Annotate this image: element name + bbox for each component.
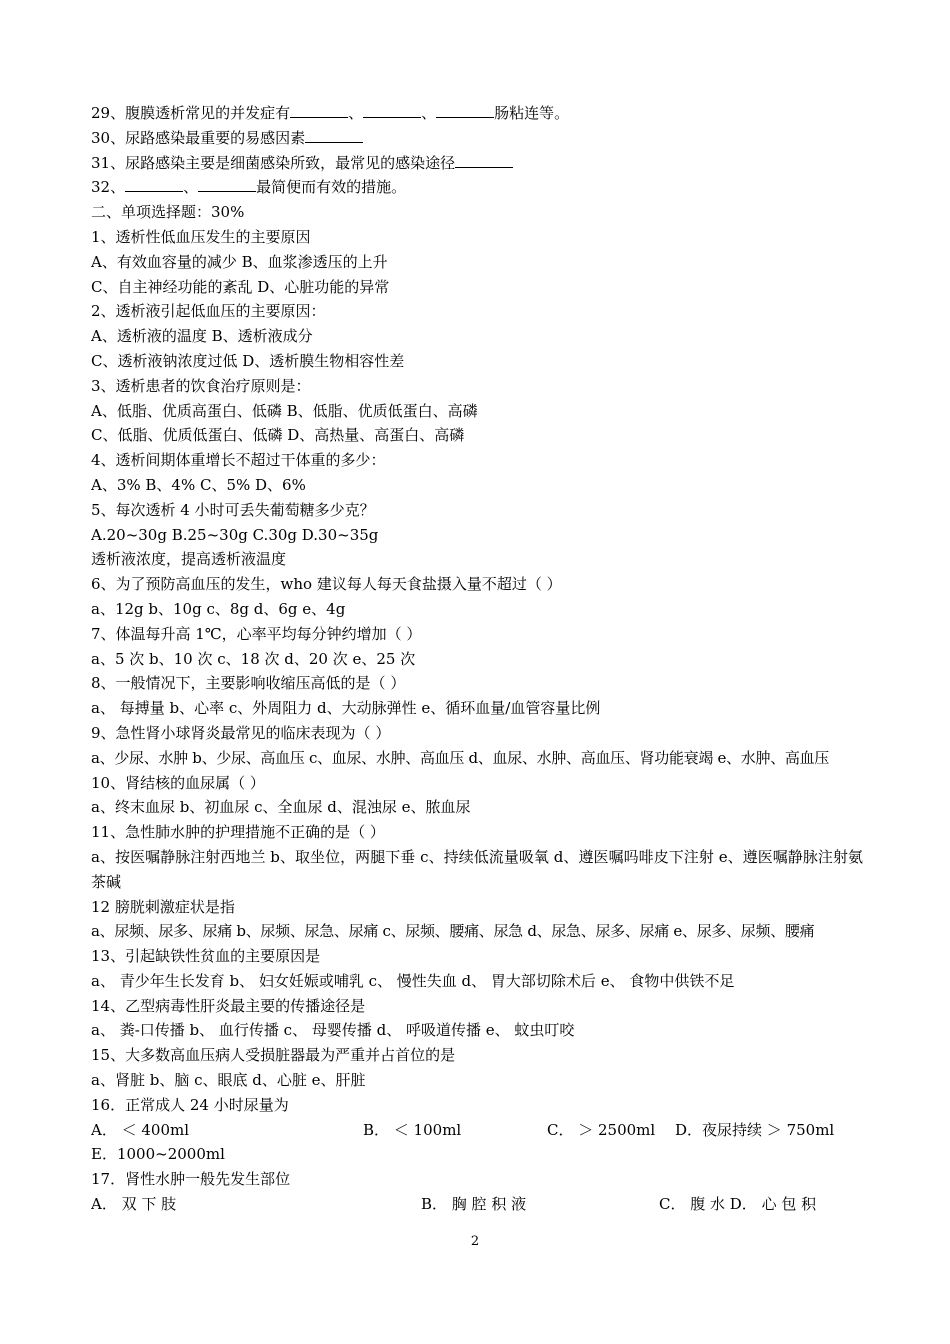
text-line: 7、体温每升高 1℃，心率平均每分钟约增加（ ） <box>91 624 422 643</box>
document-body <box>91 101 863 1217</box>
text-line: a、终末血尿 b、初血尿 c、全血尿 d、混浊尿 e、脓血尿 <box>91 798 471 817</box>
option: A． ＜ 400ml <box>91 1120 190 1139</box>
option: B． ＜ 100ml <box>363 1120 462 1139</box>
answer-blank[interactable] <box>455 153 513 168</box>
text-line: C、自主神经功能的紊乱 D、心脏功能的异常 <box>91 277 390 296</box>
text-line: 17．肾性水肿一般先发生部位 <box>91 1170 291 1189</box>
text-line: 16．正常成人 24 小时尿量为 <box>91 1095 289 1114</box>
option: C． 腹 水 D． 心 包 积 <box>659 1195 817 1214</box>
q16-options <box>91 1118 863 1143</box>
text-line: 9、急性肾小球肾炎最常见的临床表现为（ ） <box>91 723 391 742</box>
answer-blank[interactable] <box>436 103 494 118</box>
text-line: C、低脂、优质低蛋白、低磷 D、高热量、高蛋白、高磷 <box>91 426 465 445</box>
text-line: 8、一般情况下，主要影响收缩压高低的是（ ） <box>91 674 406 693</box>
option: C． ＞ 2500ml <box>547 1120 656 1139</box>
answer-blank[interactable] <box>305 128 363 143</box>
option: B． 胸 腔 积 液 <box>421 1195 527 1214</box>
text-line: 13、引起缺铁性贫血的主要原因是 <box>91 947 321 966</box>
text-line: 11、急性肺水肿的护理措施不正确的是（ ） <box>91 823 385 842</box>
page-number: 2 <box>470 1234 480 1249</box>
question-30: 30、尿路感染最重要的易感因素 <box>91 126 863 151</box>
q11-options: a、按医嘱静脉注射西地兰 b、取坐位，两腿下垂 c、持续低流量吸氧 d、遵医嘱吗啡皮下注射 e、遵医嘱静脉注射氨茶碱 <box>91 847 863 891</box>
text-line: A、透析液的温度 B、透析液成分 <box>91 327 313 346</box>
text-line: A.20~30g B.25~30g C.30g D.30~35g <box>91 525 379 544</box>
text-line: A、3% B、4% C、5% D、6% <box>91 475 306 494</box>
option: D．夜尿持续 ＞ 750ml <box>675 1120 835 1139</box>
text-line: 10、肾结核的血尿属（ ） <box>91 773 265 792</box>
text-line: 1、透析性低血压发生的主要原因 <box>91 227 311 246</box>
text-line: 透析液浓度，提高透析液温度 <box>91 550 287 569</box>
text-line: A、低脂、优质高蛋白、低磷 B、低脂、优质低蛋白、高磷 <box>91 401 478 420</box>
text-line: C、透析液钠浓度过低 D、透析膜生物相容性差 <box>91 351 405 370</box>
text-line: 14、乙型病毒性肝炎最主要的传播途径是 <box>91 996 366 1015</box>
text-line: 6、为了预防高血压的发生，who 建议每人每天食盐摄入量不超过（ ） <box>91 575 562 594</box>
answer-blank[interactable] <box>290 103 348 118</box>
answer-blank[interactable] <box>198 177 256 192</box>
question-31: 31、尿路感染主要是细菌感染所致，最常见的感染途径 <box>91 151 863 176</box>
text-line: a、5 次 b、10 次 c、18 次 d、20 次 e、25 次 <box>91 649 416 668</box>
section-title: 二、单项选择题：30% <box>91 203 245 222</box>
q17-options <box>91 1192 863 1217</box>
question-29: 29、腹膜透析常见的并发症有 、 、 肠粘连等。 <box>91 104 570 122</box>
text-line: a、 青少年生长发育 b、 妇女妊娠或哺乳 c、 慢性失血 d、 胃大部切除术后 e、 食物中供铁不足 <box>91 971 735 990</box>
answer-blank[interactable] <box>125 177 183 192</box>
text-line: 5、每次透析 4 小时可丢失葡萄糖多少克？ <box>91 500 375 519</box>
text-line: a、12g b、10g c、8g d、6g e、4g <box>91 599 346 618</box>
question-32: 32、 、 最简便而有效的措施。 <box>91 178 407 197</box>
text-line: 3、透析患者的饮食治疗原则是： <box>91 376 311 395</box>
text-line: a、 每搏量 b、心率 c、外周阻力 d、大动脉弹性 e、循环血量/血管容量比例 <box>91 699 601 718</box>
option: A． 双 下 肢 <box>91 1195 177 1214</box>
text-line: 12 膀胱刺激症状是指 <box>91 897 235 916</box>
text-line: E．1000~2000ml <box>91 1145 225 1164</box>
text-line: a、肾脏 b、脑 c、眼底 d、心脏 e、肝脏 <box>91 1071 366 1090</box>
text-line: a、少尿、水肿 b、少尿、高血压 c、血尿、水肿、高血压 d、血尿、水肿、高血压、肾功能衰竭 e、水肿、高血压 <box>91 748 830 767</box>
text-line: A、有效血容量的减少 B、血浆渗透压的上升 <box>91 252 388 271</box>
text-line: 4、透析间期体重增长不超过干体重的多少： <box>91 451 386 470</box>
text-line: 15、大多数高血压病人受损脏器最为严重并占首位的是 <box>91 1046 456 1065</box>
text-line: a、尿频、尿多、尿痛 b、尿频、尿急、尿痛 c、尿频、腰痛、尿急 d、尿急、尿多、尿痛 e、尿多、尿频、腰痛 <box>91 922 815 941</box>
text-line: 2、透析液引起低血压的主要原因： <box>91 302 326 321</box>
answer-blank[interactable] <box>363 103 421 118</box>
text-line: a、 粪-口传播 b、 血行传播 c、 母婴传播 d、 呼吸道传播 e、 蚊虫叮咬 <box>91 1021 575 1040</box>
